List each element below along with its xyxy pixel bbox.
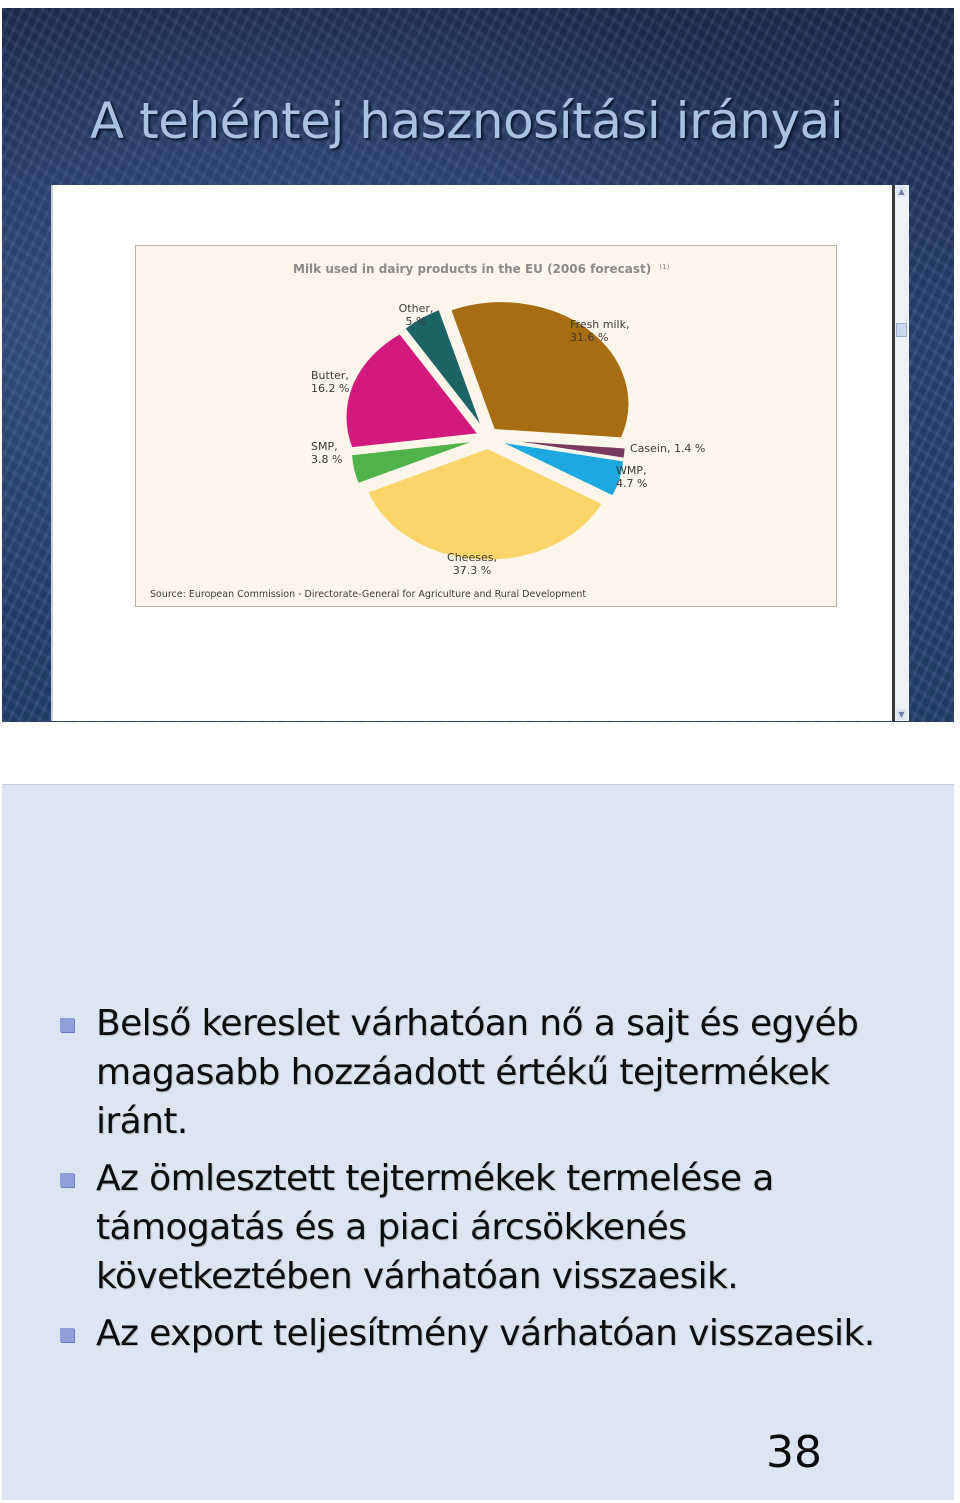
bullet-square-icon: [60, 1173, 74, 1187]
pie-label: [311, 440, 342, 466]
vertical-scrollbar[interactable]: [892, 185, 909, 721]
bullet-text: Az ömlesztett tejtermékek termelése a támogatás és a piaci árcsökkenés következtében várhatóan visszaesik.: [96, 1158, 774, 1297]
pie-label-value: 37.3 %: [452, 564, 492, 577]
pie-label-name: SMP,: [311, 440, 338, 453]
pie-label-name: Cheeses,: [447, 551, 497, 564]
scroll-thumb[interactable]: [896, 323, 907, 337]
bullet-text: Az export teljesítmény várhatóan visszaesik.: [96, 1313, 875, 1354]
bullet-list: [60, 999, 920, 1366]
page-number: 38: [766, 1427, 822, 1478]
pie-label-value: 31.6 %: [570, 331, 609, 344]
bullet-item: [60, 999, 920, 1146]
pie-label-name: Butter,: [311, 369, 349, 382]
chart-title: [293, 262, 670, 276]
chart-source: Source: European Commission - Directorate-General for Agriculture and Rural Development: [150, 589, 587, 600]
bullet-square-icon: [60, 1328, 74, 1342]
pie-label: [616, 464, 647, 490]
embedded-document-window[interactable]: [51, 185, 909, 721]
bullet-text: Belső kereslet várhatóan nő a sajt és egyéb magasabb hozzáadott értékű tejtermékek iránt.: [96, 1003, 859, 1142]
slide-top: [2, 8, 954, 722]
pie-label-name: WMP,: [616, 464, 647, 477]
pie-label: [447, 551, 497, 577]
slide-title: A tehéntej hasznosítási irányai: [90, 92, 844, 150]
pie-label-value: 5 %: [405, 315, 427, 328]
pie-label: [311, 369, 349, 395]
pie-label-name: Other,: [398, 302, 434, 315]
pie-label: [630, 442, 705, 455]
chart-title-text: Milk used in dairy products in the EU (2006 forecast): [293, 262, 652, 276]
slide-bottom: [2, 784, 954, 1500]
pie-chart: [136, 246, 838, 608]
bullet-item: [60, 1154, 920, 1301]
scroll-down-arrow-icon[interactable]: ▼: [896, 709, 907, 720]
pie-label-name: Fresh milk,: [570, 318, 630, 331]
pie-label-value: 4.7 %: [616, 477, 648, 490]
pie-label-value: 3.8 %: [311, 453, 343, 466]
chart-title-superscript: (1): [659, 263, 670, 271]
pie-label-name: Casein, 1.4 %: [630, 442, 706, 455]
bullet-square-icon: [60, 1018, 74, 1032]
scroll-up-arrow-icon[interactable]: ▲: [896, 186, 907, 197]
pie-label-value: 16.2 %: [311, 382, 350, 395]
pie-label: [570, 318, 629, 344]
bullet-item: [60, 1309, 920, 1358]
pie-chart-panel: [135, 245, 837, 607]
